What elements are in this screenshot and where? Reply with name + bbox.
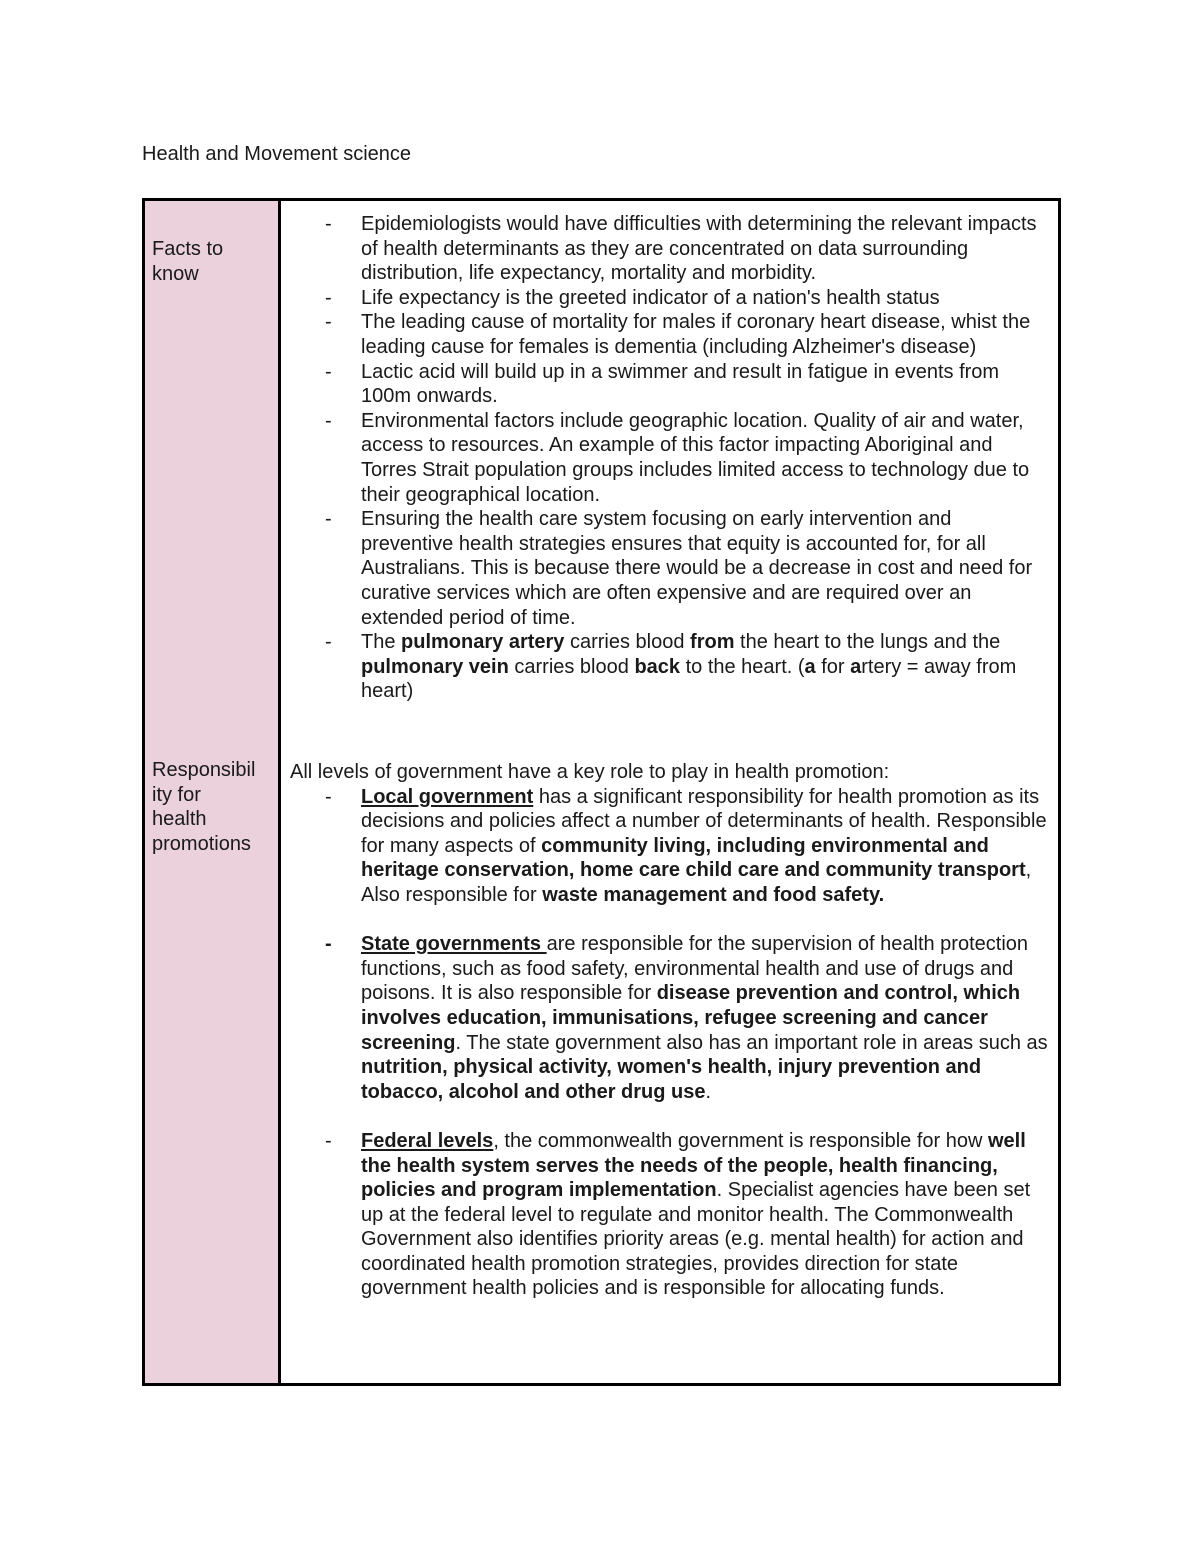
text-run: . The state government also has an important role in areas such as (455, 1031, 1048, 1054)
text-run: Lactic acid will build up in a swimmer and result in fatigue in events from 100m onwards. (361, 360, 1000, 408)
text-run: rtery = away from heart) (361, 655, 1017, 703)
facts-section (290, 212, 1048, 704)
text-run: . (705, 1080, 712, 1103)
text-run: for (815, 655, 851, 678)
bold-text: pulmonary artery (401, 631, 565, 654)
text-run: has a significant responsibility for health promotion as its decisions and policies affect a number of determinants of health. Responsible for many aspects of (361, 785, 1047, 857)
row-label-facts-to-know: Facts to know (152, 238, 224, 285)
text-run: Ensuring the health care system focusing on early intervention and preventive health strategies ensures that equity is accounted for, for all Australians. This is because there would be a decrease in cost and need for curative services which are often expensive and are required over an extended period of time. (361, 508, 1033, 629)
bold-text: pulmonary vein (361, 655, 509, 678)
list-item-state-governments (361, 932, 1048, 1104)
list-item (361, 310, 1048, 359)
list-item (361, 630, 1048, 704)
list-item (361, 212, 1048, 286)
text-run: Environmental factors include geographic location. Quality of air and water, access to resources. An example of this factor impacting Aboriginal and Torres Strait population groups includes limited access to technology due to their geographical location. (361, 409, 1030, 506)
responsibility-section (290, 760, 1048, 1301)
bold-text: well the health system serves the needs of the people, health financing, policies and program implementation (361, 1129, 1026, 1202)
list-item (361, 409, 1048, 507)
bold-text: nutrition, physical activity, women's health, injury prevention and tobacco, alcohol and other drug use (361, 1056, 982, 1103)
responsibility-intro: All levels of government have a key role to play in health promotion: (290, 761, 890, 783)
bold-text: waste management and food safety. (542, 883, 885, 906)
text-run: carries blood (508, 655, 635, 678)
heading-text: Federal levels (361, 1129, 494, 1152)
content-column (281, 201, 1058, 1383)
heading-text: State governments (361, 933, 547, 956)
list-item-local-government (361, 785, 1048, 908)
list-item (361, 286, 1048, 311)
text-run: , the commonwealth government is responsible for how (493, 1129, 988, 1152)
text-run: to the heart. ( (680, 655, 805, 678)
list-item (361, 360, 1048, 409)
government-levels-list (290, 785, 1048, 1301)
bold-text: a (850, 655, 862, 678)
bold-text: community living, including environmental and heritage conservation, home care child care and community transport (361, 834, 1026, 882)
text-run: Life expectancy is the greeted indicator of a nation's health status (361, 286, 940, 309)
text-run: carries blood (564, 631, 691, 654)
text-run: The leading cause of mortality for males if coronary heart disease, whist the leading cause for females is dementia (including Alzheimer's disease) (361, 311, 1031, 358)
bold-text: back (634, 655, 681, 678)
list-item-federal-levels (361, 1129, 1048, 1301)
row-label-responsibility: Responsibil ity for health promotions (152, 759, 256, 855)
bold-text: a (804, 655, 816, 678)
bold-text: from (690, 631, 735, 654)
text-run: . Specialist agencies have been set up at the federal level to regulate and monitor health. The Commonwealth Government also identifies priority areas (e.g. mental health) for action and coordinated health promotion strategies, provides direction for state government health policies and is responsible for allocating funds. (361, 1179, 1031, 1300)
text-run: are responsible for the supervision of health protection functions, such as food safety, environmental health and use of drugs and poisons. It is also responsible for (361, 933, 1029, 1005)
facts-list (290, 212, 1048, 704)
label-column (145, 201, 281, 1383)
text-run: Epidemiologists would have difficulties with determining the relevant impacts of health determinants as they are concentrated on data surrounding distribution, life expectancy, mortality and morbidity. (361, 213, 1037, 285)
bold-text: disease prevention and control, which involves education, immunisations, refugee screening and cancer screening (361, 982, 1021, 1054)
text-run: the heart to the lungs and the (734, 631, 1001, 654)
text-run: The (361, 631, 402, 654)
notes-table (142, 198, 1061, 1386)
heading-text: Local government (361, 785, 534, 808)
list-item (361, 507, 1048, 630)
document-title: Health and Movement science (142, 143, 412, 165)
text-run: , Also responsible for (361, 859, 1032, 906)
